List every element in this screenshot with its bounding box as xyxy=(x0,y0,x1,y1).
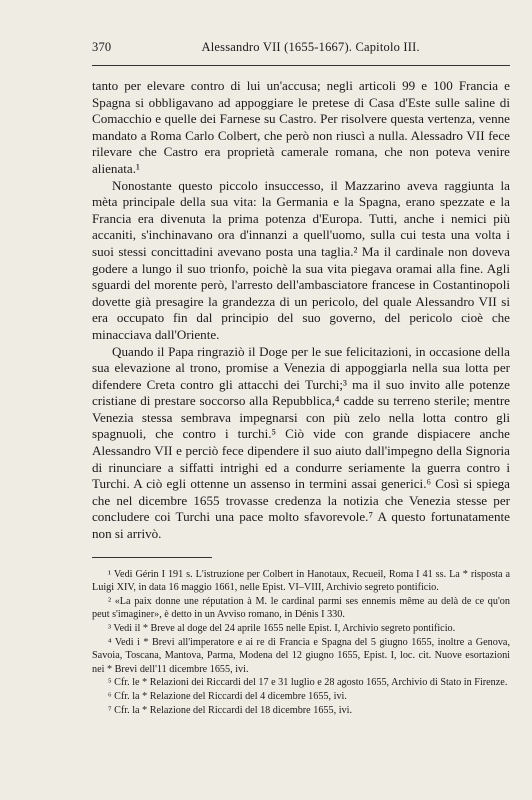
footnote: ³ Vedi il * Breve al doge del 24 aprile 1655 nelle Epist. I, Archivio segreto pontificio. xyxy=(108,623,456,634)
footnote: ¹ Vedi Gérin I 191 s. L'istruzione per Colbert in Hanotaux, Recueil, Roma I 41 ss. La * risposta a Luigi XIV, in data 16 maggio 1661, nelle Epist. VI–VIII, Archivio segreto pontificio. xyxy=(92,568,510,594)
page-number: 370 xyxy=(92,40,112,54)
footnote: ⁵ Cfr. le * Relazioni dei Riccardi del 17 e 31 luglio e 28 agosto 1655, Archivio di Stato in Firenze. xyxy=(108,677,508,689)
main-text xyxy=(92,78,510,543)
footnote: ⁶ Cfr. la * Relazione del Riccardi del 4 dicembre 1655, ivi. xyxy=(108,690,347,702)
footnote: ² «La paix donne une réputation à M. le cardinal parmi ses ennemis même au delà de ce qu'on peut s'imaginer», è detto in un Avviso romano, in Dénis I 330. xyxy=(92,595,510,621)
running-header xyxy=(92,40,510,55)
running-title: Alessandro VII (1655-1667). Capitolo III. xyxy=(201,40,420,54)
paragraph: Nonostante questo piccolo insuccesso, il Mazzarino aveva raggiunta la mèta principale della sua vita: la Germania e la Spagna, erano spezzate e la Francia era divenuta la prima potenza d'Europa. Tutti, anche i nemici più accaniti, s'inchinavano ora d'innanzi a quell'uomo, sulla cui testa una volta i suoi stessi concittadini avevano posta una taglia.² Ma il cardinale non doveva godere a lungo il suo trionfo, poichè la sua vita piegava oramai alla fine. Agli sguardi del morente però, l'arresto dell'ambasciatore francese in Costantinopoli dovette già presagire la grandezza di un pericolo, del quale Alessandro VII si era occupato fin dal principio del suo governo, del pericolo cioè che minacciava dall'Oriente. xyxy=(92,177,510,342)
footnote: ⁷ Cfr. la * Relazione del Riccardi del 18 dicembre 1655, ivi. xyxy=(108,704,353,716)
header-rule xyxy=(92,65,510,66)
paragraph: tanto per elevare contro di lui un'accusa; negli articoli 99 e 100 Francia e Spagna si obbligavano ad appoggiare le pretese di Casa d'Este sulle saline di Comacchio e quelle dei Farnese su Castro. Per risolvere questa vertenza, venne mandato a Roma Carlo Colbert, che però non riuscì a nulla. Alessadro VII fece rilevare che Castro era proprietà camerale romana, che non poteva venire alienata.¹ xyxy=(92,78,510,176)
footnotes xyxy=(92,568,510,718)
footnote: ⁴ Vedi i * Brevi all'imperatore e ai re di Francia e Spagna del 5 giugno 1655, inoltre a Genova, Savoia, Toscana, Mantova, Parma, Modena del 12 giugno 1655, Epist. I, loc. cit. Nuove esortazioni nei * Brevi dell'11 dicembre 1655, ivi. xyxy=(92,636,510,675)
footnote-rule xyxy=(92,557,212,558)
paragraph: Quando il Papa ringraziò il Doge per le sue felicitazioni, in occasione della sua elevazione al trono, promise a Venezia di appoggiarla nella sua lotta per difendere Creta contro gli attacchi dei Turchi;³ ma il suo invito alle potenze cristiane di prestare soccorso alla Repubblica,⁴ cadde su terreno sterile; mentre Venezia stessa sembrava impegnarsi con più zelo nella lotta contro gli spagnuoli, che contro i turchi.⁵ Ciò vide con grande dispiacere anche Alessandro VII e perciò fece dipendere il suo aiuto dall'impegno della Signoria di rinunciare a siffatti intrighi ed a condurre seriamente la guerra contro i Turchi. A ciò egli ottenne un assenso in termini assai generici.⁶ Così si spiega che nel dicembre 1655 trovasse credenza la notizia che Venezia stesse per concludere coi Turchi una pace molto sfavorevole.⁷ A questo fortunatamente non si arrivò. xyxy=(92,343,510,542)
